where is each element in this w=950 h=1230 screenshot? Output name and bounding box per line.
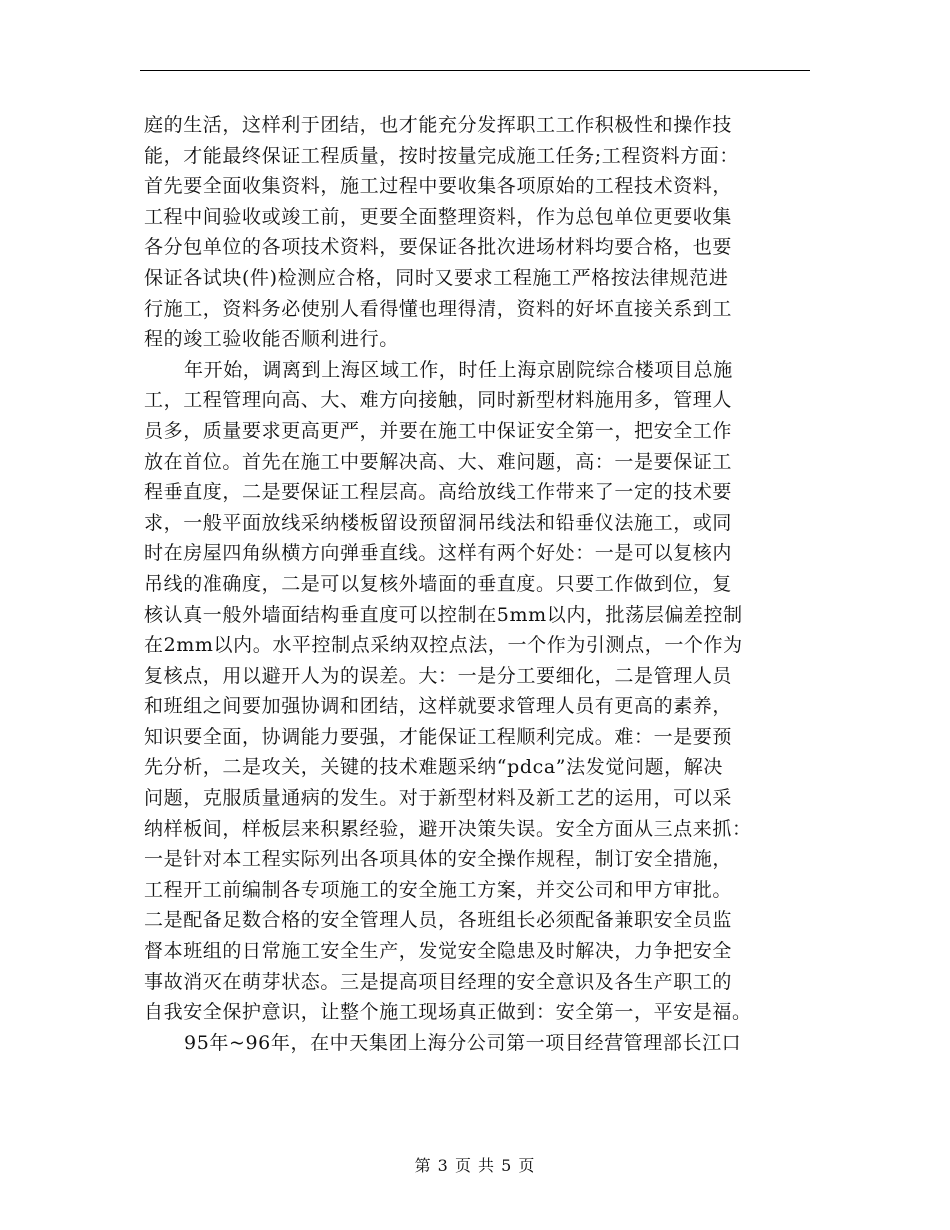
text-line: 首先要全面收集资料，施工过程中要收集各项原始的工程技术资料， — [144, 175, 733, 198]
text-line: 纳样板间，样板层来积累经验，避开决策失误。安全方面从三点来抓： — [144, 817, 752, 840]
text-line: 求，一般平面放线采纳楼板留设预留洞吊线法和铅垂仪法施工，或同 — [144, 511, 733, 534]
text-line: 员多，质量要求更高更严，并要在施工中保证安全第一，把安全工作 — [144, 419, 733, 442]
text-line: 自我安全保护意识，让整个施工现场真正做到：安全第一，平安是福。 — [144, 1001, 752, 1024]
text-line: 问题，克服质量通病的发生。对于新型材料及新工艺的运用，可以采 — [144, 787, 733, 810]
text-line: 时在房屋四角纵横方向弹垂直线。这样有两个好处：一是可以复核内 — [144, 542, 733, 565]
text-line: 能，才能最终保证工程质量，按时按量完成施工任务;工程资料方面： — [144, 144, 740, 167]
text-line: 二是配备足数合格的安全管理人员，各班组长必须配备兼职安全员监 — [144, 909, 733, 932]
text-line: 和班组之间要加强协调和团结，这样就要求管理人员有更高的素养， — [144, 695, 733, 718]
text-line: 复核点，用以避开人为的误差。大：一是分工要细化，二是管理人员 — [144, 664, 733, 687]
text-line: 放在首位。首先在施工中要解决高、大、难问题，高：一是要保证工 — [144, 450, 733, 473]
text-line: 庭的生活，这样利于团结，也才能充分发挥职工工作积极性和操作技 — [144, 114, 733, 136]
text-line: 一是针对本工程实际列出各项具体的安全操作规程，制订安全措施， — [144, 848, 733, 871]
text-line: 吊线的准确度，二是可以复核外墙面的垂直度。只要工作做到位，复 — [144, 572, 733, 595]
text-line: 先分析，二是攻关，关键的技术难题采纳“pdca”法发觉问题，解决 — [144, 756, 723, 779]
body-text — [144, 110, 810, 1058]
text-line: 核认真一般外墙面结构垂直度可以控制在5mm以内，批荡层偏差控制 — [144, 603, 743, 626]
text-line: 知识要全面，协调能力要强，才能保证工程顺利完成。难：一是要预 — [144, 725, 733, 748]
text-line: 事故消灭在萌芽状态。三是提高项目经理的安全意识及各生产职工的 — [144, 970, 733, 993]
text-line: 程的竣工验收能否顺利进行。 — [144, 328, 399, 351]
text-line: 督本班组的日常施工安全生产，发觉安全隐患及时解决，力争把安全 — [144, 940, 733, 963]
text-line: 工程开工前编制各专项施工的安全施工方案，并交公司和甲方审批。 — [144, 878, 733, 901]
header-rule — [140, 70, 810, 71]
page-footer: 第 3 页 共 5 页 — [414, 1156, 536, 1175]
text-line: 保证各试块(件)检测应合格，同时又要求工程施工严格按法律规范进 — [144, 266, 729, 289]
text-line: 行施工，资料务必使别人看得懂也理得清，资料的好坏直接关系到工 — [144, 297, 733, 320]
text-line: 年开始，调离到上海区域工作，时任上海京剧院综合楼项目总施 — [184, 358, 733, 381]
text-line: 程垂直度，二是要保证工程层高。高给放线工作带来了一定的技术要 — [144, 481, 733, 504]
text-line: 95年~96年，在中天集团上海分公司第一项目经营管理部长江口 — [184, 1031, 742, 1054]
text-line: 工程中间验收或竣工前，更要全面整理资料，作为总包单位更要收集 — [144, 205, 733, 228]
text-line: 各分包单位的各项技术资料，要保证各批次进场材料均要合格，也要 — [144, 236, 733, 259]
text-line: 工，工程管理向高、大、难方向接触，同时新型材料施用多，管理人 — [144, 389, 733, 412]
text-line: 在2mm以内。水平控制点采纳双控点法，一个作为引测点，一个作为 — [144, 634, 743, 657]
